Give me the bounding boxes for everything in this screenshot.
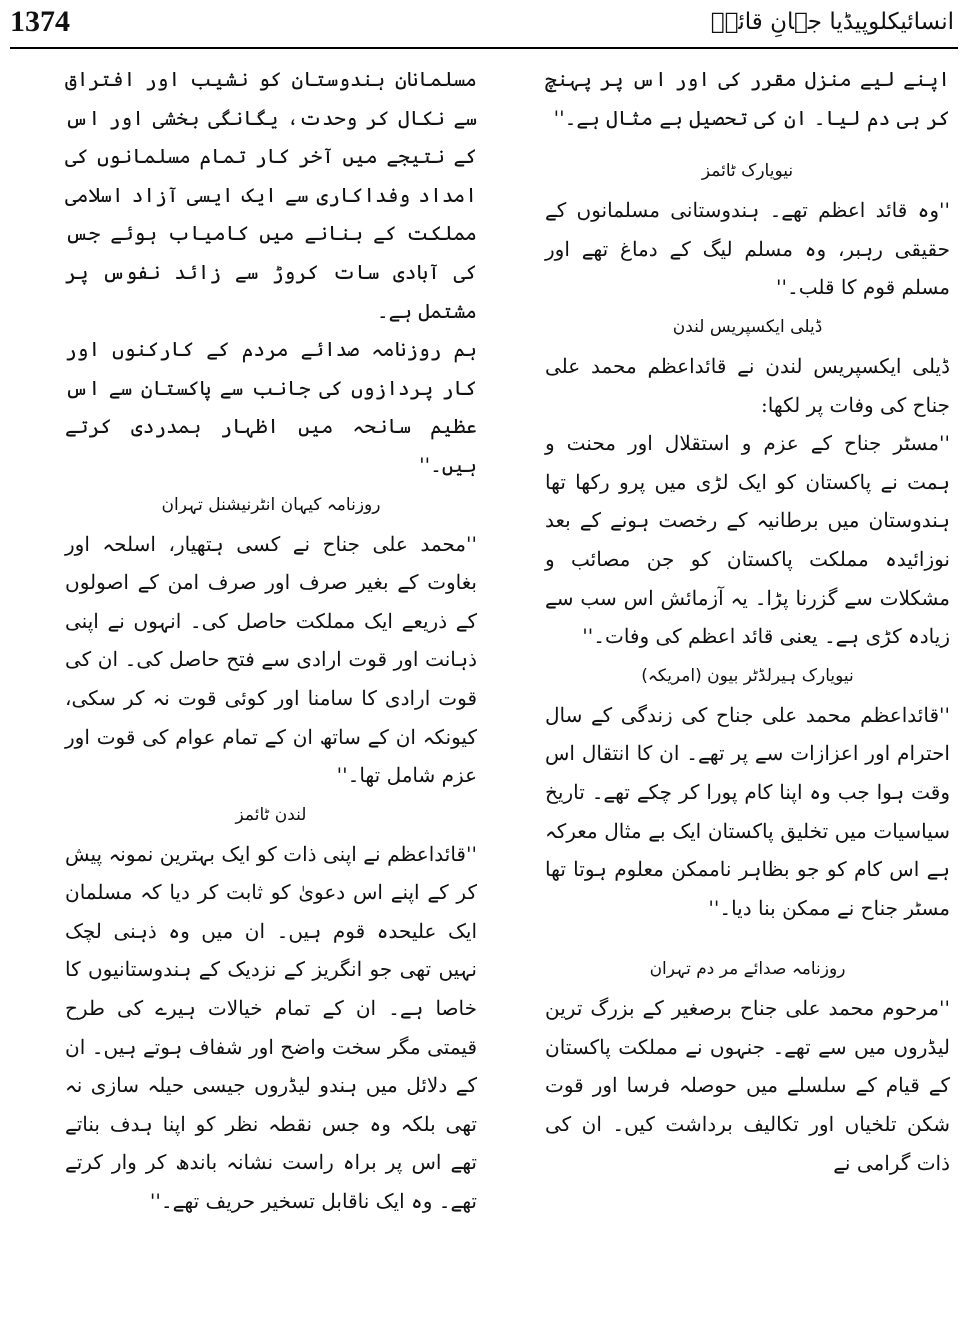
quote-paragraph: ''محمد علی جناح نے کسی ہتھیار، اسلحہ اور بغاوت کے بغیر صرف اور صرف امن کے اصولوں کے ذریعے ایک مملکت حاصل کی۔ انہوں نے اپنی ذہانت اور قوت ارادی سے فتح حاصل کی۔ ان کی قوت ارادی کا سامنا اور کوئی قوت نہ کر سکی، کیونکہ ان کے ساتھ ان کے تمام عوام کی قوت اور عزم شامل تھا۔'' (65, 531, 477, 788)
section-heading: روزنامہ کیہان انٹرنیشنل تہران (161, 494, 381, 515)
section-heading: روزنامہ صدائے مر دم تہران (649, 959, 846, 980)
quote-paragraph: ''قائداعظم محمد علی جناح کی زندگی کے سال احترام اور اعزازات سے پر تھے۔ ان کا انتقال اس وقت ہوا جب وہ اپنا کام پورا کر چکے تھے۔ تاریخ سیاسیات میں تخلیق پاکستان ایک بے مثال معرکہ ہے اس کام کو جو بظاہر ناممکن معلوم ہوتا تھا مسٹر جناح نے ممکن بنا دیا۔'' (545, 702, 950, 920)
paragraph: ہم روزنامہ صدائے مردم کے کارکنوں اور کار پردازوں کی جانب سے پاکستان سے اس عظیم سانحہ میں اظہار ہمدردی کرتے ہیں۔'' (65, 337, 477, 477)
right-column (545, 60, 950, 1182)
quote-paragraph: ''مرحوم محمد علی جناح برصغیر کے بزرگ ترین لیڈروں میں سے تھے۔ جنہوں نے مملکت پاکستان کے قیام کے سلسلے میں حوصلہ فرسا اور قوت شکن تلخیاں اور تکالیف برداشت کیں۔ ان کی ذات گرامی نے (545, 996, 950, 1175)
section-heading: نیویارک ٹائمز (701, 161, 794, 182)
spacer (545, 927, 950, 949)
paragraph: ڈیلی ایکسپریس لندن نے قائداعظم محمد علی جناح کی وفات پر لکھا: (545, 353, 950, 417)
quote-paragraph: ''وہ قائد اعظم تھے۔ ہندوستانی مسلمانوں کے حقیقی رہبر، وہ مسلم لیگ کے دماغ تھے اور مسلم قوم کا قلب۔'' (545, 198, 950, 300)
quote-paragraph: ''مسٹر جناح کے عزم و استقلال اور محنت و ہمت نے پاکستان کو ایک لڑی میں پرو رکھا تھا ہندوستان میں برطانیہ کے رخصت ہونے کے بعد نوزائیدہ مملکت پاکستان کو جن مصائب و مشکلات سے گزرنا پڑا۔ یہ آزمائش اس سب سے زیادہ کڑی ہے۔ یعنی قائد اعظم کی وفات۔'' (545, 431, 950, 649)
section-heading: ڈیلی ایکسپریس لندن (672, 316, 823, 337)
paragraph: اپنے لیے منزل مقرر کی اور اس پر پہنچ کر ہی دم لیا۔ ان کی تحصیل بے مثال ہے۔'' (545, 67, 950, 130)
header-divider (10, 47, 958, 49)
spacer (545, 137, 950, 151)
paragraph: مسلمانان ہندوستان کو نشیب اور افتراق سے نکال کر وحدت، یگانگی بخشی اور اس کے نتیجے میں آخر کار تمام مسلمانوں کی امداد وفداکاری سے ایک ایسی آزاد اسلامی مملکت کے بنانے میں کامیاب ہوئے جس کی آبادی سات کروڑ سے زائد نفوس پر مشتمل ہے۔ (65, 67, 477, 323)
left-column (65, 60, 477, 1221)
section-heading: لندن ٹائمز (235, 804, 307, 825)
quote-paragraph: ''قائداعظم نے اپنی ذات کو ایک بہترین نمونہ پیش کر کے اپنے اس دعویٰ کو ثابت کر دیا کہ مسلمان ایک علیحدہ قوم ہیں۔ ان میں وہ ذہنی لچک نہیں تھی جو انگریز کے نزدیک کے ہندوستانیوں کا خاصا ہے۔ ان کے تمام خیالات ہیرے کی طرح قیمتی مگر سخت واضح اور شفاف ہوتے ہیں۔ ان کے دلائل میں ہندو لیڈروں جیسی حیلہ سازی نہ تھی بلکہ وہ جس نقطہ نظر کو اپنا ہدف بناتے تھے اس پر براہ راست نشانہ باندھ کر وار کرتے تھے۔ وہ ایک ناقابل تسخیر حریف تھے۔'' (65, 841, 477, 1214)
page-header (10, 2, 954, 48)
page-number: 1374 (10, 5, 70, 38)
section-heading: نیویارک ہیرلڈٹر بیون (امریکہ) (641, 665, 854, 686)
running-title: انسائیکلوپیڈیا جہانِ قائدؒ (710, 9, 954, 35)
